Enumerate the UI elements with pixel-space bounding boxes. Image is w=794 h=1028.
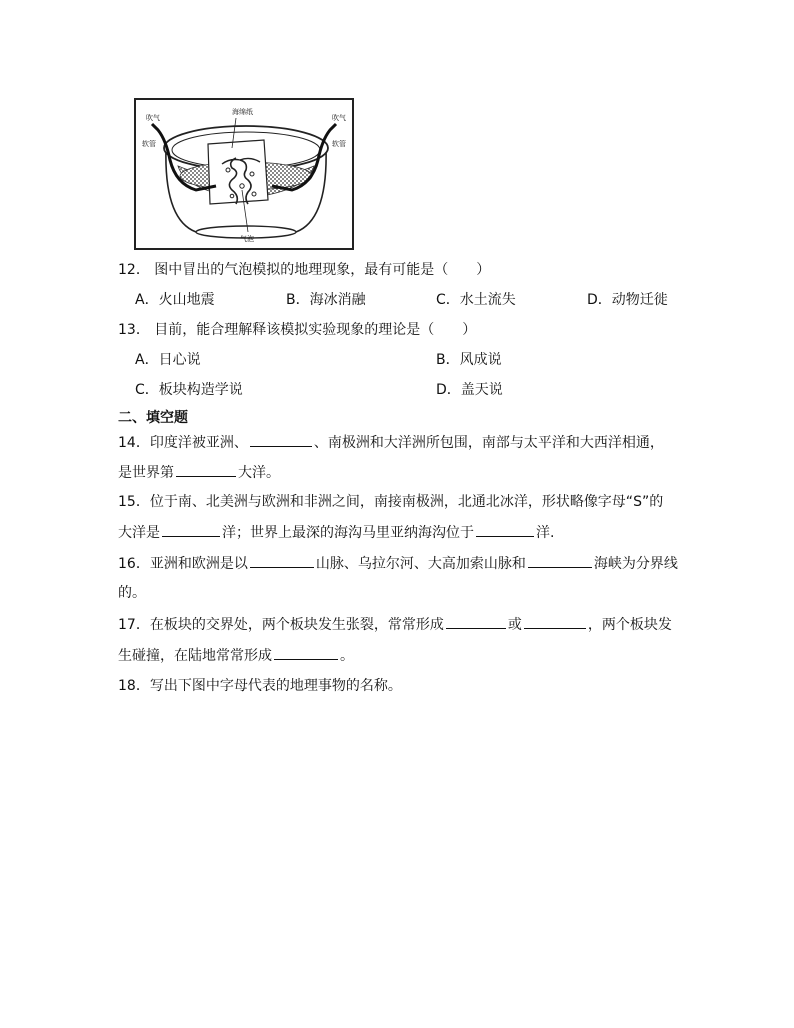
question-17-line-2: 生碰撞，在陆地常常形成 。 <box>118 645 354 666</box>
q15-blank-2[interactable] <box>476 522 534 537</box>
label-right-tube: 软管 <box>332 140 346 148</box>
question-18: 18．写出下图中字母代表的地理事物的名称。 <box>118 678 402 694</box>
question-15-line-2: 大洋是 洋；世界上最深的海沟马里亚纳海沟位于 洋. <box>118 522 554 543</box>
question-12-text: 图中冒出的气泡模拟的地理现象，最有可能是（ ） <box>154 262 491 278</box>
question-13 <box>118 320 476 340</box>
question-13-number: 13． <box>118 322 150 338</box>
section-title-fill-in: 二、填空题 <box>118 410 188 426</box>
experiment-figure <box>134 98 354 250</box>
label-right-air: 吹气 <box>332 114 346 122</box>
question-12 <box>118 260 490 280</box>
question-16-line-2: 的。 <box>118 585 146 601</box>
q16-blank-2[interactable] <box>528 553 592 568</box>
question-13-text: 目前，能合理解释该模拟实验现象的理论是（ ） <box>154 322 477 338</box>
q17-blank-1[interactable] <box>446 614 506 629</box>
label-left-tube: 软管 <box>142 140 156 148</box>
q14-blank-2[interactable] <box>176 462 236 477</box>
q17-blank-2[interactable] <box>524 614 586 629</box>
question-14-line-2: 是世界第 大洋。 <box>118 462 280 483</box>
q15-blank-1[interactable] <box>162 522 220 537</box>
q13-option-d[interactable]: D．盖天说 <box>436 382 503 398</box>
question-17-line-1: 17．在板块的交界处，两个板块发生张裂，常常形成 或 ，两个板块发 <box>118 614 672 635</box>
q13-option-a[interactable]: A．日心说 <box>135 352 201 368</box>
q13-option-c[interactable]: C．板块构造学说 <box>135 382 243 398</box>
q12-option-d[interactable]: D．动物迁徙 <box>587 292 668 308</box>
q13-option-b[interactable]: B．风成说 <box>436 352 502 368</box>
question-12-number: 12． <box>118 262 150 278</box>
question-15-line-1: 15．位于南、北美洲与欧洲和非洲之间，南接南极洲，北通北冰洋，形状略像字母“S”的 <box>118 494 664 510</box>
basin-illustration <box>136 100 352 248</box>
sponge-paper <box>208 140 268 204</box>
q16-blank-1[interactable] <box>250 553 314 568</box>
label-left-air: 吹气 <box>146 114 160 122</box>
label-bubbles: 气泡 <box>240 235 254 243</box>
q12-option-c[interactable]: C．水土流失 <box>436 292 516 308</box>
question-16-line-1: 16．亚洲和欧洲是以 山脉、乌拉尔河、大高加索山脉和 海峡为分界线 <box>118 553 678 574</box>
q12-option-a[interactable]: A．火山地震 <box>135 292 215 308</box>
question-14-line-1: 14．印度洋被亚洲、 、南极洲和大洋洲所包围，南部与太平洋和大西洋相通， <box>118 432 664 453</box>
label-sponge: 海绵纸 <box>232 108 253 116</box>
q12-option-b[interactable]: B．海冰消融 <box>286 292 366 308</box>
q17-blank-3[interactable] <box>274 645 338 660</box>
q14-blank-1[interactable] <box>250 432 312 447</box>
